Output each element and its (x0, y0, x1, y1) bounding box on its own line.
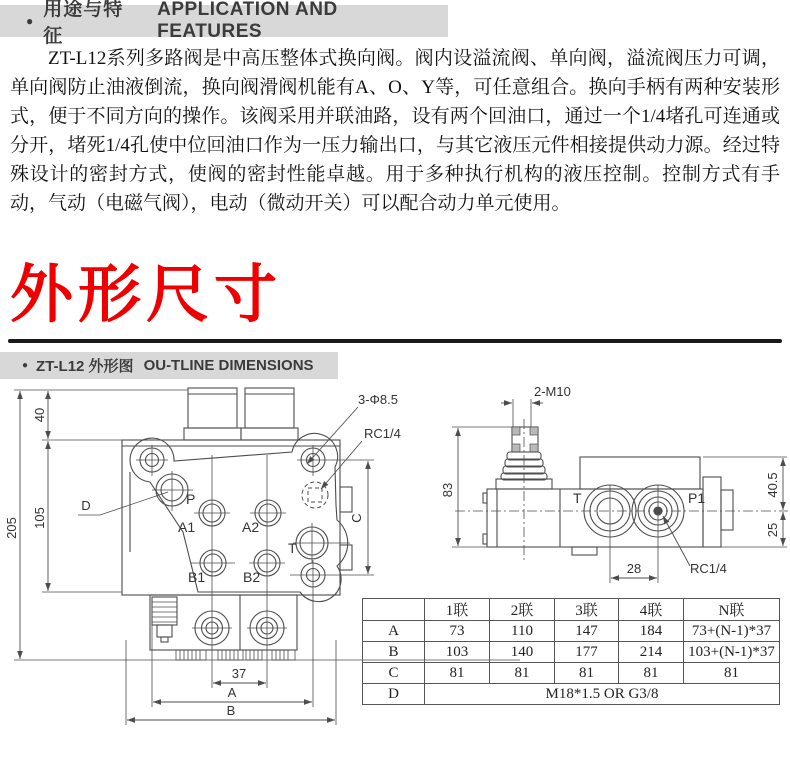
cell: 103 (425, 642, 490, 663)
port-b2-label: B2 (243, 569, 261, 585)
section-header-application (0, 0, 448, 47)
dim-83-label: 83 (440, 482, 455, 498)
row-label: A (363, 621, 425, 642)
table-header-3: 3联 (555, 599, 619, 621)
table-header-1: 1联 (425, 599, 490, 621)
side-ports (584, 485, 684, 540)
divider-line (8, 339, 782, 343)
handle-bracket (512, 427, 538, 452)
outline-header-zh: ZT-L12 外形图 (36, 358, 134, 375)
side-view-drawing (440, 384, 788, 583)
description-paragraph: ZT-L12系列多路阀是中高压整体式换向阀。阀内设溢流阀、单向阀，溢流阀压力可调，单向阀防止油液倒流，换向阀滑阀机能有A、O、Y等，可任意组合。换向手柄有两种安装形式，便于不同方向的操作。该阀采用并联油路，设有两个回油口，通过一个1/4堵孔可连通或分开，堵死1/4孔使中位回油口作为一压力输出口，与其它液压元件相接提供动力源。经过特殊设计的密封方式，使阀的密封性能卓越。用于多种执行机构的液压控制。控制方式有手动，气动（电磁气阀），电动（微动开关）可以配合动力单元使用。 (10, 48, 780, 214)
side-port-p1-label: P1 (688, 490, 706, 506)
table-header-row (363, 599, 780, 621)
dimension-table (362, 598, 780, 705)
cell: 214 (619, 642, 684, 663)
valve-body-front (122, 433, 352, 601)
mounting-holes (136, 445, 325, 587)
dim-40-5-label: 40.5 (765, 472, 780, 498)
cell: 184 (619, 621, 684, 642)
cell: 81 (684, 663, 780, 684)
cell: 103+(N-1)*37 (684, 642, 780, 663)
table-header-blank (363, 599, 425, 621)
cell-span: M18*1.5 OR G3/8 (425, 684, 780, 705)
port-b1-label: B1 (188, 569, 206, 585)
label-d: D (81, 498, 91, 513)
dim-28-label: 28 (626, 561, 642, 576)
port-a1-label: A1 (178, 519, 196, 535)
table-row-a (363, 621, 780, 642)
table-row-d (363, 684, 780, 705)
technical-drawing (0, 378, 790, 779)
port-t-label: T (288, 540, 297, 556)
table-row-c (363, 663, 780, 684)
dim-2m10-label: 2-M10 (534, 384, 571, 399)
application-header-en: APPLICATION AND FEATURES (157, 0, 338, 42)
dim-205-label: 205 (4, 517, 19, 539)
dim-c-label: C (349, 513, 364, 523)
serrated-feet (176, 650, 295, 660)
dim-b-label: B (226, 703, 236, 718)
table-row-b (363, 642, 780, 663)
lower-section (150, 595, 297, 650)
cell: 177 (555, 642, 619, 663)
table-header-4: 4联 (619, 599, 684, 621)
cell: 140 (490, 642, 555, 663)
table-header-2: 2联 (490, 599, 555, 621)
row-label: D (363, 684, 425, 705)
cell: 81 (555, 663, 619, 684)
callout-3-holes-label: 3-Φ8.5 (358, 392, 399, 407)
table-header-n: N联 (684, 599, 780, 621)
dim-105-label: 105 (32, 507, 47, 529)
outline-header-en: OU-TLINE DIMENSIONS (143, 357, 314, 374)
side-port-t-label: T (573, 490, 582, 506)
cell: 81 (425, 663, 490, 684)
callout-rc14-label: RC1/4 (364, 426, 401, 441)
section-header-outline (0, 352, 338, 379)
port-p-label: P (186, 491, 196, 507)
dim-a-label: A (227, 685, 237, 700)
bullet-icon: ● (26, 14, 34, 28)
cell: 81 (490, 663, 555, 684)
cell: 73+(N-1)*37 (684, 621, 780, 642)
port-a2-label: A2 (242, 519, 260, 535)
application-header-zh: 用途与特征 (43, 0, 124, 47)
cell: 81 (619, 663, 684, 684)
valve-body-side (483, 457, 733, 555)
dim-25-label: 25 (765, 522, 780, 538)
cell: 147 (555, 621, 619, 642)
row-label: C (363, 663, 425, 684)
bullet-icon: ● (22, 360, 29, 371)
cell: 110 (490, 621, 555, 642)
side-callout-rc14-label: RC1/4 (690, 561, 727, 576)
outline-dimensions-title: 外形尺寸 (10, 260, 282, 330)
solenoid-caps (184, 388, 298, 440)
cell: 73 (425, 621, 490, 642)
row-label: B (363, 642, 425, 663)
dim-40-label: 40 (32, 407, 47, 423)
dim-37-label: 37 (231, 666, 247, 681)
